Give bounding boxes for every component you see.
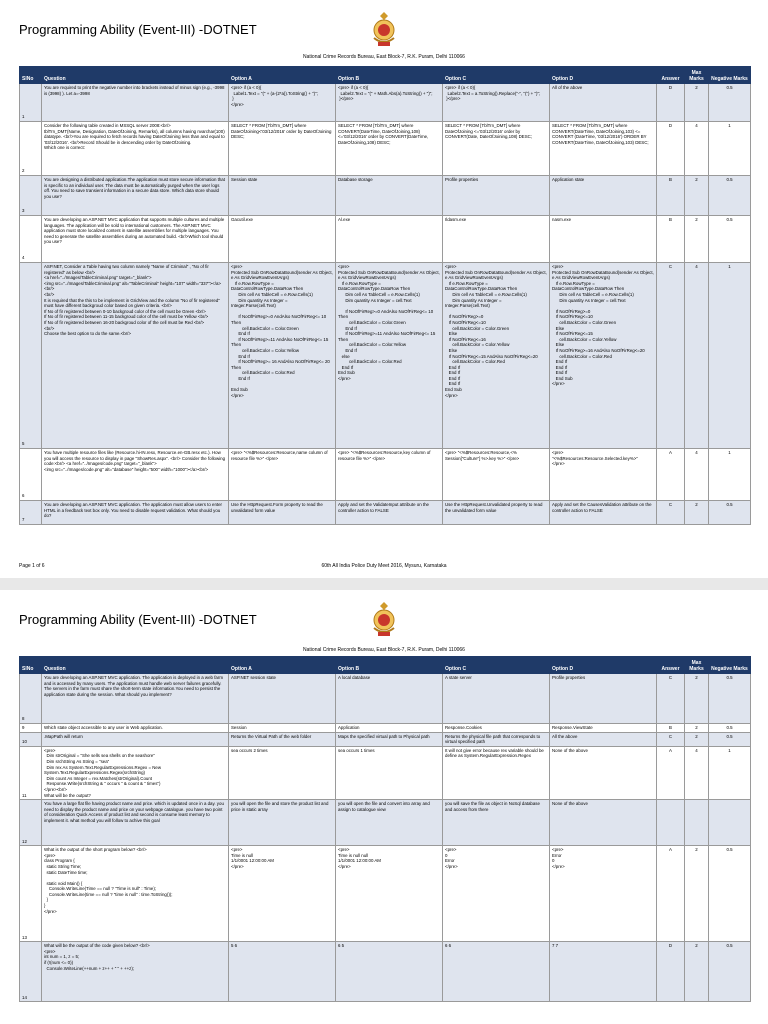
answer: C <box>657 501 685 525</box>
option-b: SELECT * FROM [TblTrn_DMT] where CONVERT(DateTime, DateOfJoining,108)<='03/12/2016' order by CONVERT(DateTime, DateOfJoining,108) DESC; <box>336 122 443 176</box>
answer: B <box>657 724 685 733</box>
table-row <box>20 846 751 942</box>
option-c: you will save the file as object in NoSql database and access from there <box>443 800 550 846</box>
row-sno: 1 <box>20 84 42 122</box>
option-a: sea occurs 2 times <box>229 746 336 799</box>
row-sno: 9 <box>20 724 42 733</box>
answer: D <box>657 122 685 176</box>
max-marks: 4 <box>685 263 709 449</box>
table-row <box>20 122 751 176</box>
option-d: Response.ViewState <box>550 724 657 733</box>
row-sno: 3 <box>20 176 42 216</box>
negative-marks: 0.5 <box>709 732 751 746</box>
option-c: A state server <box>443 674 550 724</box>
row-sno: 2 <box>20 122 42 176</box>
max-marks: 4 <box>685 746 709 799</box>
negative-marks: 0.5 <box>709 942 751 1002</box>
answer: C <box>657 732 685 746</box>
question-text: Consider the following table created in MSSQL server 2008:<br/> tblTrn_DMT(Name, Designation, DateOfJoining, Remarks), all columns having nvarchar(100) datatype. <br/>You are required to fetch records having DateOfJoining less than and equal to '03/12/2016'. <br/>Record Should be in descending order by DateOfJoining. Which one is correct: <box>42 122 229 176</box>
answer: C <box>657 674 685 724</box>
option-a: <pre> "<%$Resources:Resource,name column of resource file %>" </pre> <box>229 449 336 501</box>
option-a: Session <box>229 724 336 733</box>
option-d: All of the above <box>550 84 657 122</box>
negative-marks: 1 <box>709 746 751 799</box>
question-text: What will be the output of the code given below? <br/> <pre> int num = 1, z = 5; if (!(num <= 0)) Console.WriteLine(++num + z++ + " " + ++z); <box>42 942 229 1002</box>
max-marks <box>685 800 709 846</box>
option-b: sea occurs 1 times <box>336 746 443 799</box>
option-d: Apply and set the CausesValidation attribute on the controller action to FALSE <box>550 501 657 525</box>
option-b: <pre> if (a < 0){ Label2.Text = "(" + Math.Abs(a).ToString() + ")"; }</pre> <box>336 84 443 122</box>
option-a: you will open the file and store the product list and price in static array <box>229 800 336 846</box>
table-row <box>20 449 751 501</box>
negative-marks: 0.5 <box>709 176 751 216</box>
max-marks: 2 <box>685 674 709 724</box>
option-a: ASP.NET session state <box>229 674 336 724</box>
negative-marks: 0.5 <box>709 674 751 724</box>
header-negative-marks: Negative Marks <box>709 67 751 84</box>
answer: A <box>657 746 685 799</box>
option-c: Use the HttpRequest.Unvalidated property to read the unvalidated form value <box>443 501 550 525</box>
header-option-d: Option D <box>550 67 657 84</box>
option-c: It will not give error because rex variable should be define as System.RegularExpression.Regex <box>443 746 550 799</box>
question-text: You are developing an ASP.NET MVC application. The application must allow users to enter HTML in a feedback text box only. You need to disable request validation. What should you do? <box>42 501 229 525</box>
option-b: <pre> Protected Sub OnRowDataBound(sender As Object, e As GridViewRowEventArgs) If e.Row.RowType = DataControlRowType.DataRow Then Dim cell As TableCell = e.Row.Cells(1) Dim quantity As Integer = cell.Text If NoOfFirReg>=0 AndAlso NoOfFirReg<= 10 Then cell.BackColor = Color.Green End If If NoOfFirReg>=11 AndAlso NoOfFirReg<= 15 Then cell.BackColor = Color.Yellow End If else cell.BackColor = Color.Red End If End Sub </pre> <box>336 263 443 449</box>
header-question: Question <box>42 657 229 674</box>
option-b: Al.exe <box>336 216 443 263</box>
header-option-c: Option C <box>443 67 550 84</box>
max-marks: 2 <box>685 846 709 942</box>
row-sno: 12 <box>20 800 42 846</box>
question-text: You are designing a distributed application.The application must store secure information that is specific to an individual user. The data must be automatically purged when the user logs off. You need to save transient information in a secure data store. Which data store should you use? <box>42 176 229 216</box>
header-option-a: Option A <box>229 67 336 84</box>
page-title: Programming Ability (Event-III) -DOTNET <box>19 22 257 37</box>
organization-address: National Crime Records Bureau, East Block-7, R.K. Puram, Delhi 110066 <box>303 647 465 653</box>
answer: B <box>657 176 685 216</box>
question-text: ASP.NET, Consider a Table having two column namely "Name of Criminal" , "No of fir registered" as below <br/> <a href="../Images/TableCriminal.png" target="_blank"> <img src="../Images/TableCriminal.png" alt="TableCriminal" height="107" width="337"></a><br/> <br/> It is required that the this to be implement in GridView and the column "No of fir registered" must have different backgroud color based on given criteria. <br/> If No of fir registered between 0-10 backgroud color of the cell must be Green <br/> If No of fir registered between 11-15 backgroud color of the cell must be Yellow <br/> If No of fir registered between 16-20 backgroud color of the cell must be Red <br/> <br/> Choose the best option to do the same.<br/> <box>42 263 229 449</box>
page-title: Programming Ability (Event-III) -DOTNET <box>19 612 257 627</box>
option-c: SELECT * FROM [TblTrn_DMT] where DateOfJoining <='03/12/2016' order by CONVERT(Date, DateOfJoining,108) DESC; <box>443 122 550 176</box>
questions-table <box>19 656 751 1002</box>
answer: B <box>657 216 685 263</box>
question-text: You are developing an ASP.NET MVC application. The application is deployed in a web farm and is accessed by many users. The application must handle web server failures gracefully. The servers in the farm must share the short-term state information.You need to persist the application state during the session. What should you implement? <box>42 674 229 724</box>
table-row <box>20 501 751 525</box>
question-text: Which state object accessible to any user in Web application. <box>42 724 229 733</box>
option-d: All the above <box>550 732 657 746</box>
table-row <box>20 942 751 1002</box>
answer: A <box>657 846 685 942</box>
option-b: A local database <box>336 674 443 724</box>
max-marks: 2 <box>685 501 709 525</box>
option-c: 6 6 <box>443 942 550 1002</box>
negative-marks: 0.5 <box>709 724 751 733</box>
question-text: What is the output of the short program below? <br/> <pre> class Program { static String Time; static DateTime time; static void Main() { Console.WriteLine(Time == null ? "Time is null" : Time); Console.WriteLine(time == null ? "time is null" : time.ToString()); } } </pre> <box>42 846 229 942</box>
row-sno: 10 <box>20 732 42 746</box>
option-a: <pre> Protected Sub OnRowDataBound(sender As Object, e As GridViewRowEventArgs) If e.Row.RowType = DataControlRowType.DataRow Then Dim cell As TableCell = e.Row.Cells(1) Dim quantity As Integer = Integer.Parse(cell.Text) If NoOfFirReg>=0 AndAlso NoOfFirReg<= 10 Then cell.BackColor = Color.Green End If If NoOfFirReg>=11 AndAlso NoOfFirReg<= 15 Then cell.BackColor = Color.Yellow End If If NoOfFirReg>= 16 AndAlso NoOfFirReg<= 20 Then cell.BackColor = Color.Red End If End Sub </pre> <box>229 263 336 449</box>
row-sno: 13 <box>20 846 42 942</box>
option-d: <pre> Protected Sub OnRowDataBound(sender As Object, e As GridViewRowEventArgs) If e.Row.RowType = DataControlRowType.DataRow Then Dim cell As TableCell = e.Row.Cells(1) Dim quantity As Integer = cell.Text If NoOfFirReg>=0 If NoOfFirReg<=10 cell.BackColor = Color.Green Else If NoOfFirReg<=15 cell.BackColor = Color.Yellow Else If NoOfFirReg>=16 AndAlso NoOfFirReg<=20 cell.BackColor = Color.Red End If End If End If End Sub </pre> <box>550 263 657 449</box>
header-negative-marks: Negative Marks <box>709 657 751 674</box>
option-d: <pre> "<%$Resources:Resource.Selected.key%>" </pre> <box>550 449 657 501</box>
negative-marks: 0.5 <box>709 84 751 122</box>
negative-marks: 0.5 <box>709 501 751 525</box>
organization-address: National Crime Records Bureau, East Block-7, R.K. Puram, Delhi 110066 <box>303 54 465 60</box>
option-b: you will open the file and convert into array and assign to catalogue view <box>336 800 443 846</box>
table-row <box>20 263 751 449</box>
question-text: <pre> Dim strOriginal = "She sells sea shells on the seashore" Dim srchString As String = "sea" Dim rex As System.Text.RegularExpressions.Regex = New System.Text.RegularExpressions.Regex(srchString) Dim count As Integer = rex.Matches(strOriginal).Count Response.Write(srchString & " occurs " & count & " times") </pre><br/> What will be the output? <box>42 746 229 799</box>
row-sno: 11 <box>20 746 42 799</box>
question-text: You have multiple resource files like (Resource.hi-IN.resx, Resource.en-GB.resx etc.). How you will access the resource to display in page "ShowRes.aspx". <br/> Consider the following code:<br/> <a href="../Images/code.png" target="_blank"> <img src="../Images/code.png" alt="database" height="500" width="1000"></a><br/> <box>42 449 229 501</box>
option-d: <pre> Error 0 </pre> <box>550 846 657 942</box>
header-option-b: Option B <box>336 657 443 674</box>
question-text: You are required to print the negative number into brackets instead of minus sign (e.g., -3998 is (3998) ). Let a=-3998 <box>42 84 229 122</box>
header-sno: SlNo <box>20 67 42 84</box>
negative-marks: 1 <box>709 263 751 449</box>
option-c: Profile properties <box>443 176 550 216</box>
max-marks: 4 <box>685 449 709 501</box>
header-max-marks: Max Marks <box>685 67 709 84</box>
option-a: Returns the Virtual Path of the web folder <box>229 732 336 746</box>
option-c: Ildasm.exe <box>443 216 550 263</box>
option-c: <pre> "<%$Resources:Resource,<% Session["Culture"] %>.key %>" </pre> <box>443 449 550 501</box>
option-c: <pre> 0 Error </pre> <box>443 846 550 942</box>
header-answer: Answer <box>657 657 685 674</box>
table-row <box>20 724 751 733</box>
option-a: <pre> Time is null 1/1/0001 12:00:00 AM </pre> <box>229 846 336 942</box>
negative-marks <box>709 800 751 846</box>
document-page-2 <box>0 590 768 1024</box>
table-row <box>20 84 751 122</box>
header-option-d: Option D <box>550 657 657 674</box>
header-option-a: Option A <box>229 657 336 674</box>
negative-marks: 0.5 <box>709 846 751 942</box>
negative-marks: 1 <box>709 449 751 501</box>
ncrb-emblem-icon <box>368 600 400 638</box>
option-b: 6 5 <box>336 942 443 1002</box>
header-answer: Answer <box>657 67 685 84</box>
question-text: You are developing an ASP.NET MVC application that supports multiple cultures and multiple languages. The application will be sold to international customers. The ASP.NET MVC application must store localized content in satellite assemblies for multiple languages. You need to generate the satellite assemblies during an automated build. <br/>Which tool should you use? <box>42 216 229 263</box>
option-d: 7 7 <box>550 942 657 1002</box>
option-c: Returns the physical file path that corresponds to virtual specified path <box>443 732 550 746</box>
max-marks: 2 <box>685 84 709 122</box>
option-a: Session state <box>229 176 336 216</box>
negative-marks: 0.5 <box>709 216 751 263</box>
question-text: You have a large flat file having product name and price. which is updated once in a day. you need to display the product name and price on your webpage catalogue. you have two point of consideration Quick Access of product list and second is consume least memory to implement it. what method you will follow to achive this goal <box>42 800 229 846</box>
table-row <box>20 746 751 799</box>
option-b: <pre> Time is null null 1/1/0001 12:00:00 AM </pre> <box>336 846 443 942</box>
option-b: Application <box>336 724 443 733</box>
option-b: Apply and set the ValidateInput attribute on the controller action to FALSE <box>336 501 443 525</box>
answer: D <box>657 942 685 1002</box>
row-sno: 14 <box>20 942 42 1002</box>
option-a: Gacutil.exe <box>229 216 336 263</box>
option-b: Maps the specified virtual path to Physical path <box>336 732 443 746</box>
answer: C <box>657 263 685 449</box>
row-sno: 4 <box>20 216 42 263</box>
row-sno: 8 <box>20 674 42 724</box>
header-max-marks: Max Marks <box>685 657 709 674</box>
option-a: Use the HttpRequest.Form property to read the unvalidated form value <box>229 501 336 525</box>
table-row <box>20 216 751 263</box>
option-d: Profile properties <box>550 674 657 724</box>
option-c: <pre> if (a < 0){ Label2.Text = a.ToString().Replace("-", "(") + ")"; }</pre> <box>443 84 550 122</box>
table-row <box>20 176 751 216</box>
max-marks: 2 <box>685 724 709 733</box>
page-number: Page 1 of 6 <box>19 563 45 569</box>
negative-marks: 1 <box>709 122 751 176</box>
table-row <box>20 674 751 724</box>
max-marks: 2 <box>685 216 709 263</box>
option-d: Application state <box>550 176 657 216</box>
option-d: SELECT * FROM [TblTrn_DMT] where CONVERT(DateTime, DateOfJoining,103) <= CONVERT (DateTime, '03/12/2016') ORDER BY CONVERT(DateTime, DateOfJoining,103) DESC; <box>550 122 657 176</box>
row-sno: 7 <box>20 501 42 525</box>
option-d: nasm.exe <box>550 216 657 263</box>
answer: D <box>657 84 685 122</box>
option-a: SELECT * FROM [TblTrn_DMT] where DateOfJoining<'03/12/2016' order by DateOfJoining DESC; <box>229 122 336 176</box>
max-marks: 2 <box>685 942 709 1002</box>
option-a: 5 6 <box>229 942 336 1002</box>
questions-table <box>19 66 751 525</box>
max-marks: 2 <box>685 176 709 216</box>
row-sno: 6 <box>20 449 42 501</box>
option-d: None of the above <box>550 746 657 799</box>
answer <box>657 800 685 846</box>
max-marks: 2 <box>685 732 709 746</box>
option-c: Response.Cookies <box>443 724 550 733</box>
header-option-b: Option B <box>336 67 443 84</box>
option-d: None of the above <box>550 800 657 846</box>
answer: A <box>657 449 685 501</box>
table-row <box>20 732 751 746</box>
option-c: <pre> Protected Sub OnRowDataBound(sender As Object, e As GridViewRowEventArgs) If e.Row.RowType = DataControlRowType.DataRow Then Dim cell As TableCell = e.Row.Cells(1) Dim quantity As Integer = Integer.Parse(cell.Text) If NoOfFirReg>=0 If NoOfFirReg<=10 cell.BackColor = Color.Green Else If NoOfFirReg<=16 cell.BackColor = Color.Yellow Else If NoOfFirReg<=15 AndAlso NoOfFirReg<=20 cell.BackColor = Color.Red End If End If End If End If End Sub </pre> <box>443 263 550 449</box>
table-row <box>20 800 751 846</box>
question-text: .MapPath will return <box>42 732 229 746</box>
option-a: <pre> if (a < 0){ Label1.Text = "(" + (a-(2*a)).ToString() + ")"; } </pre> <box>229 84 336 122</box>
header-question: Question <box>42 67 229 84</box>
header-option-c: Option C <box>443 657 550 674</box>
event-footer: 60th All India Police Duty Meet 2016, Mysuru, Karnataka <box>321 563 447 569</box>
header-sno: SlNo <box>20 657 42 674</box>
row-sno: 5 <box>20 263 42 449</box>
option-b: <pre> "<%$Resources:Resource,key column of resource file %>" </pre> <box>336 449 443 501</box>
ncrb-emblem-icon <box>368 10 400 48</box>
max-marks: 4 <box>685 122 709 176</box>
option-b: Database storage <box>336 176 443 216</box>
